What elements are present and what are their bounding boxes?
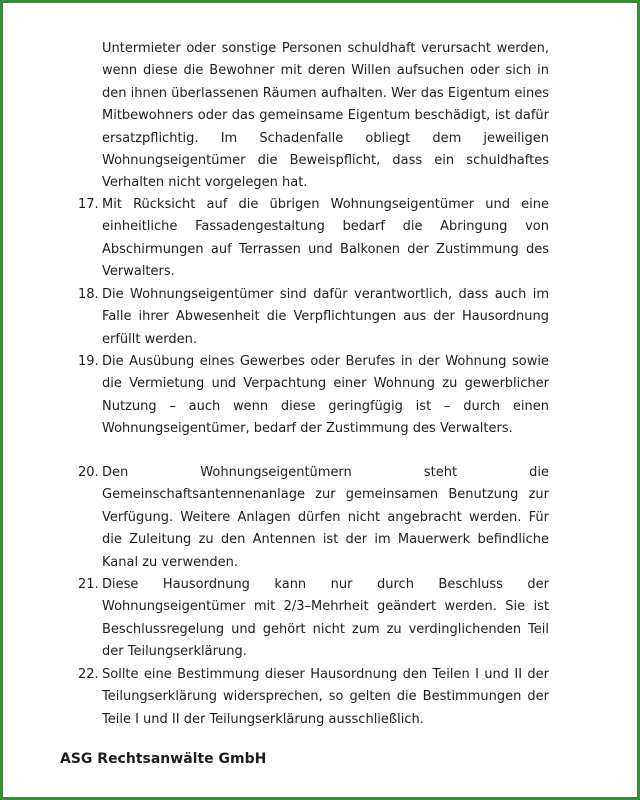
- item-text: Die Wohnungseigentümer sind dafür verantwortlich, dass auch im Falle ihrer Abwesenheit die Verpflichtungen aus der Hausordnung erfüllt werden.: [102, 287, 549, 347]
- item-text: Mit Rücksicht auf die übrigen Wohnungseigentümer und eine einheitliche Fassadengestaltung bedarf die Abringung von Abschirmungen auf Terrassen und Balkonen der Zustimmung des Verwalters.: [102, 197, 549, 280]
- list-item-21: [78, 574, 549, 664]
- item-number: 20.: [78, 465, 99, 480]
- list-item-17: [78, 194, 549, 284]
- item-number: 19.: [78, 354, 99, 369]
- item-number: 18.: [78, 287, 99, 302]
- item-text: Den Wohnungseigentümern steht die Gemeinschaftsantennenanlage zur gemeinsamen Benutzung zur Verfügung. Weitere Anlagen dürfen nicht angebracht werden. Für die Zuleitung zu den Antennen ist der im Mauerwerk befindliche Kanal zu verwenden.: [102, 465, 549, 570]
- item-text: Die Ausübung eines Gewerbes oder Berufes in der Wohnung sowie die Vermietung und Verpachtung einer Wohnung zu gewerblicher Nutzung – auch wenn diese geringfügig ist – durch einen Wohnungseigentümer, bedarf der Zustimmung des Verwalters.: [102, 354, 549, 437]
- list-item-19: [78, 351, 549, 441]
- list-item-22: [78, 664, 549, 731]
- item-text: Sollte eine Bestimmung dieser Hausordnung den Teilen I und II der Teilungserklärung widersprechen, so gelten die Bestimmungen der Teile I und II der Teilungserklärung ausschließlich.: [102, 667, 549, 727]
- item-number: 17.: [78, 197, 99, 212]
- list-item-20: [78, 462, 549, 574]
- footer-company-name: ASG Rechtsanwälte GmbH: [60, 751, 267, 767]
- item-number: 21.: [78, 577, 99, 592]
- list-item-18: [78, 284, 549, 351]
- intro-paragraph: Untermieter oder sonstige Personen schuldhaft verursacht werden, wenn diese die Bewohner mit deren Willen aufsuchen oder sich in den ihnen überlassenen Räumen aufhalten. Wer das Eigentum eines Mitbewohners oder das gemeinsame Eigentum beschädigt, ist dafür ersatzpflichtig. Im Schadenfalle obliegt dem jeweiligen Wohnungseigentümer die Beweispflicht, dass ein schuldhaftes Verhalten nicht vorgelegen hat.: [102, 41, 549, 191]
- item-text: Diese Hausordnung kann nur durch Beschluss der Wohnungseigentümer mit 2/3–Mehrheit geändert werden. Sie ist Beschlussregelung und gehört nicht zum zu verdinglichenden Teil der Teilungserklärung.: [102, 577, 549, 660]
- item-number: 22.: [78, 667, 99, 682]
